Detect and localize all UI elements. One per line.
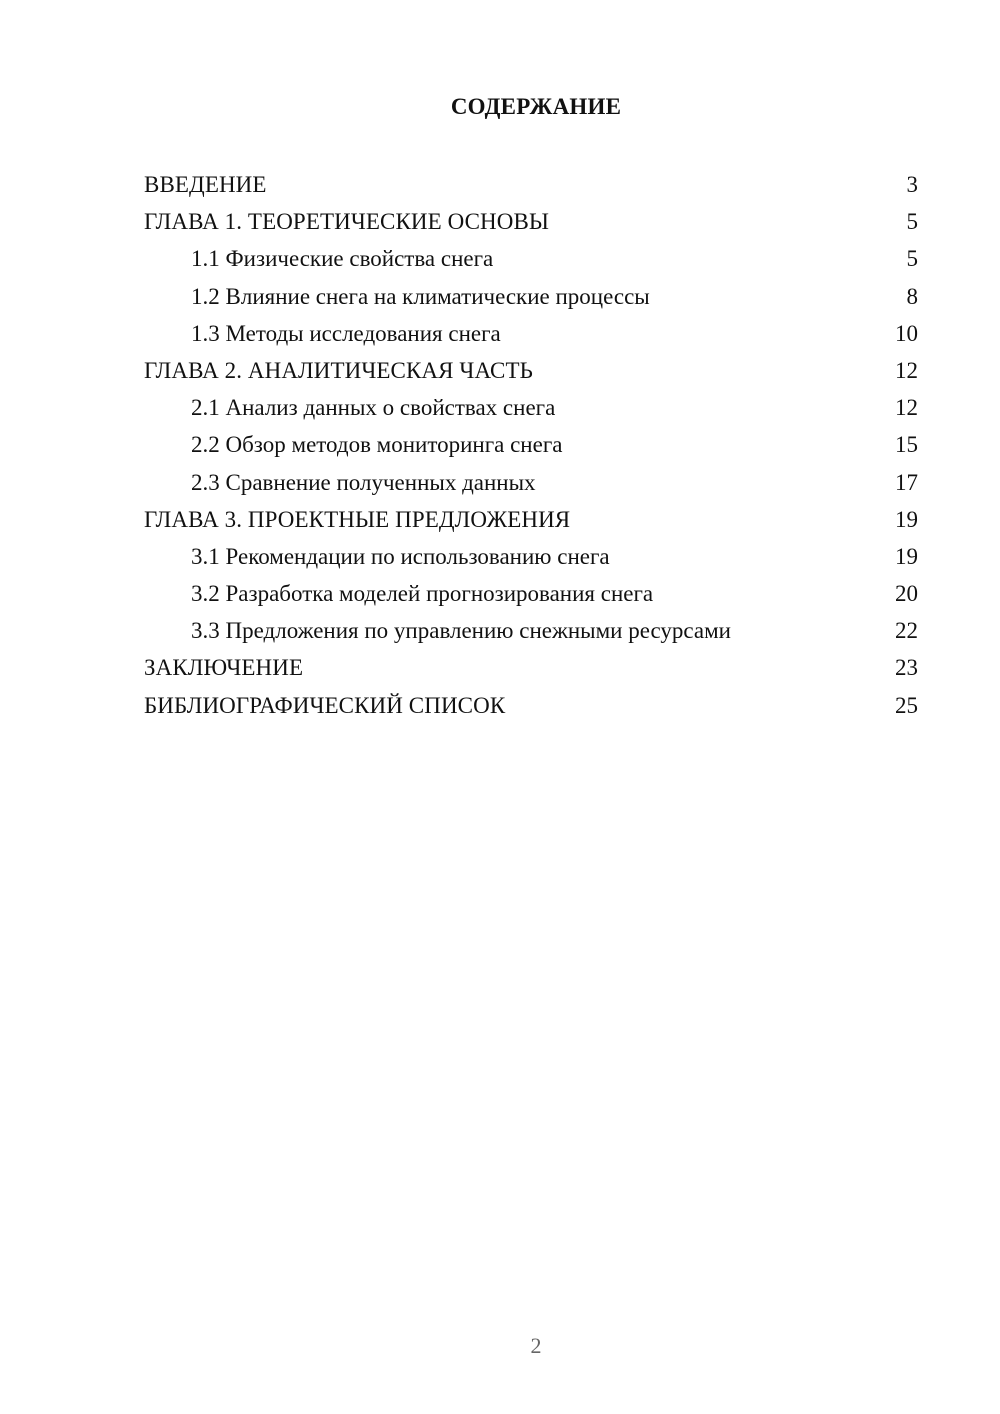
toc-entry-chapter-2 [144,352,918,389]
toc-entry-label: 3.2 Разработка моделей прогнозирования снега [191,581,654,607]
toc-entry-section-1-2 [144,278,918,315]
toc-entry-page: 25 [895,692,918,718]
toc-entry-section-3-1 [144,538,918,575]
toc-entry-chapter-1 [144,203,918,240]
toc-entry-page: 19 [895,506,918,532]
toc-entry-label: 3.3 Предложения по управлению снежными ресурсами [191,618,731,644]
page-number: 2 [530,1333,542,1358]
toc-entry-page: 12 [895,395,918,421]
toc-entry-page: 3 [906,172,918,197]
toc-entry-label: 2.2 Обзор методов мониторинга снега [191,432,563,458]
toc-entry-conclusion [144,649,918,686]
toc-entry-section-2-1 [144,389,918,426]
toc-entry-page: 22 [895,618,918,644]
toc-entry-label: БИБЛИОГРАФИЧЕСКИЙ СПИСОК [144,692,506,718]
toc-entry-section-2-2 [144,426,918,463]
toc-entry-page: 10 [895,320,918,346]
toc-entry-label: 2.1 Анализ данных о свойствах снега [191,395,556,421]
toc-entry-page: 19 [895,543,918,569]
toc-entry-page: 23 [895,655,918,681]
toc-entry-label: 1.3 Методы исследования снега [191,320,501,346]
toc-entry-label: 2.3 Сравнение полученных данных [191,469,536,495]
toc-entry-label: ГЛАВА 3. ПРОЕКТНЫЕ ПРЕДЛОЖЕНИЯ [144,506,571,532]
toc-entry-bibliography [144,687,918,724]
toc-entry-page: 15 [895,432,918,458]
toc-entry-page: 5 [906,246,918,272]
toc-entry-label: 3.1 Рекомендации по использованию снега [191,543,610,569]
toc-entry-introduction [144,166,918,203]
toc-entry-section-1-3 [144,315,918,352]
toc-entry-label: 1.2 Влияние снега на климатические процессы [191,283,650,309]
toc-entry-page: 20 [895,581,918,607]
toc-entry-label: ЗАКЛЮЧЕНИЕ [144,655,304,681]
toc-entry-label: ВВЕДЕНИЕ [144,172,267,197]
toc-entry-label: ГЛАВА 2. АНАЛИТИЧЕСКАЯ ЧАСТЬ [144,357,533,383]
toc-entry-section-1-1 [144,240,918,277]
toc-entry-page: 17 [895,469,918,495]
toc-entry-section-3-2 [144,575,918,612]
toc-entry-page: 12 [895,357,918,383]
toc-entry-page: 5 [906,209,918,235]
toc-entry-label: 1.1 Физические свойства снега [191,246,494,272]
toc-entry-section-3-3 [144,612,918,649]
toc-entry-label: ГЛАВА 1. ТЕОРЕТИЧЕСКИЕ ОСНОВЫ [144,209,550,235]
toc-entry-section-2-3 [144,464,918,501]
toc-entry-page: 8 [906,283,918,309]
page-title: СОДЕРЖАНИЕ [450,94,622,119]
toc-entry-chapter-3 [144,501,918,538]
table-of-contents [144,166,918,724]
